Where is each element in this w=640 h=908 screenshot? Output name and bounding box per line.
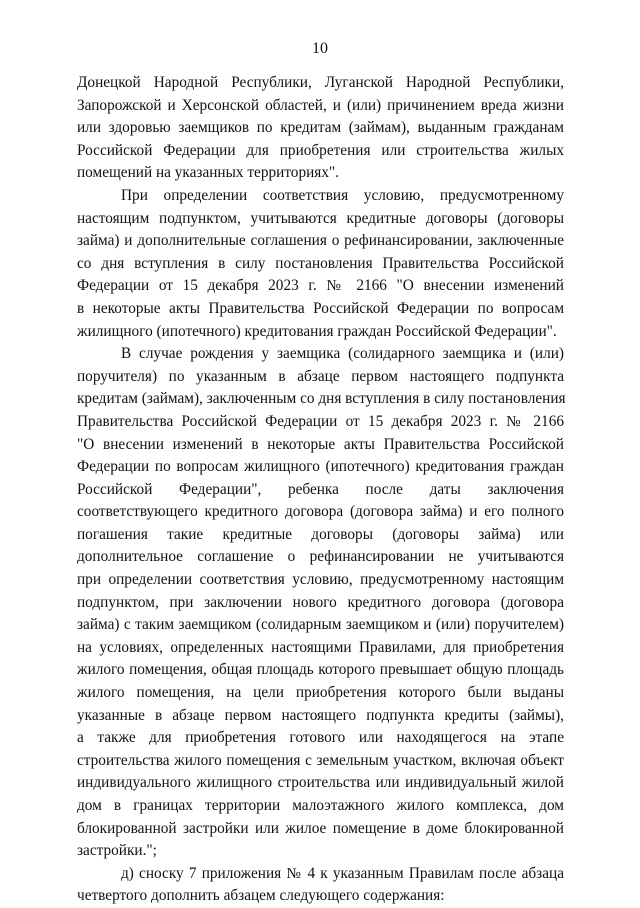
text-line: жилого помещения, общая площадь которого превышает общую площадь <box>77 661 564 679</box>
text-line: блокированной застройки или жилое помещение в доме блокированной <box>77 819 564 837</box>
text-line: Федерации по вопросам жилищного (ипотечного) кредитования граждан <box>77 458 564 476</box>
text-line: "О внесении изменений в некоторые акты Правительства Российской <box>77 435 564 453</box>
text-line: Правительства Российской Федерации от 15 декабря 2023 г. № 2166 <box>77 412 564 430</box>
text-line: жилого помещения, на цели приобретения которого были выданы <box>77 684 564 702</box>
text-line: а также для приобретения готового или находящегося на этапе <box>77 729 564 747</box>
text-line: со дня вступления в силу постановления Правительства Российской <box>77 254 564 272</box>
text-line: дом в границах территории малоэтажного жилого комплекса, дом <box>77 797 564 814</box>
text-line: Федерации от 15 декабря 2023 г. № 2166 "О внесении изменений <box>77 277 564 295</box>
text-line: д) сноску 7 приложения № 4 к указанным Правилам после абзаца <box>121 864 564 882</box>
text-line: займа) и дополнительные соглашения о рефинансировании, заключенные <box>77 232 564 250</box>
page-number: 10 <box>312 40 328 57</box>
text-line: застройки."; <box>77 842 157 860</box>
text-line: помещений на указанных территориях". <box>77 164 340 182</box>
text-line: поручителя) по указанным в абзаце первом настоящего подпункта <box>77 367 564 385</box>
text-line: Донецкой Народной Республики, Луганской Народной Республики, <box>77 74 564 91</box>
text-line: жилищного (ипотечного) кредитования граждан Российской Федерации". <box>77 322 557 340</box>
text-line: указанные в абзаце первом настоящего подпункта кредиты (займы), <box>77 706 564 724</box>
text-line: на условиях, определенных настоящими Правилами, для приобретения <box>77 638 564 656</box>
text-line: В случае рождения у заемщика (солидарного заемщика и (или) <box>121 345 564 363</box>
text-line: индивидуального жилищного строительства или индивидуальный жилой <box>77 774 564 792</box>
text-line: соответствующего кредитного договора (договора займа) и его полного <box>77 503 564 521</box>
text-line: Запорожской и Херсонской областей, и (или) причинением вреда жизни <box>77 96 564 114</box>
text-line: Российской Федерации для приобретения или строительства жилых <box>77 141 564 159</box>
text-line: дополнительное соглашение о рефинансировании не учитываются <box>77 548 564 566</box>
text-line: строительства жилого помещения с земельным участком, включая объект <box>77 751 564 769</box>
text-line: Российской Федерации", ребенка после даты заключения <box>77 480 564 498</box>
text-line: При определении соответствия условию, предусмотренному <box>121 186 564 204</box>
text-line: или здоровью заемщиков по кредитам (займам), выданным гражданам <box>77 119 564 137</box>
document-body <box>77 72 564 908</box>
text-line: при определении соответствия условию, предусмотренному настоящим <box>77 571 564 589</box>
text-line: подпунктом, при заключении нового кредитного договора (договора <box>77 593 564 611</box>
text-line: кредитам (займам), заключенным со дня вступления в силу постановления <box>77 390 566 408</box>
text-line: займа) с таким заемщиком (солидарным заемщиком и (или) поручителем) <box>77 616 564 634</box>
text-line: четвертого дополнить абзацем следующего содержания: <box>77 887 445 905</box>
text-line: настоящим подпунктом, учитываются кредитные договоры (договоры <box>77 209 564 227</box>
text-line: в некоторые акты Правительства Российской Федерации по вопросам <box>77 299 564 317</box>
text-line: погашения такие кредитные договоры (договоры займа) или <box>77 525 564 543</box>
